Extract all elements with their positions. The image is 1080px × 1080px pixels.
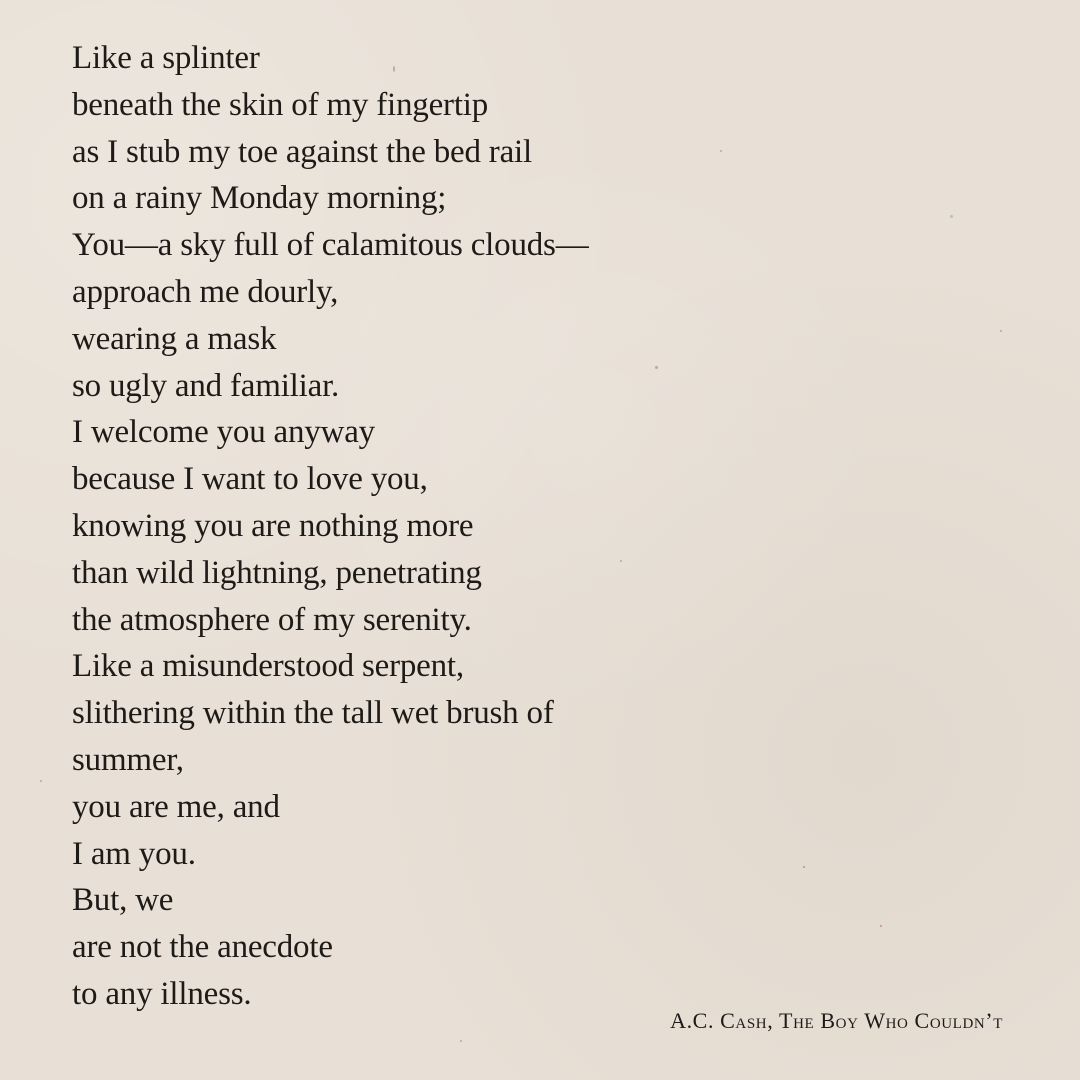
poem-line: to any illness. [72, 975, 252, 1012]
paper-speck [880, 925, 882, 927]
poem-line: I welcome you anyway [72, 414, 375, 451]
poem-line: Like a splinter [72, 40, 260, 76]
poem-line: But, we [72, 882, 174, 919]
paper-speck [950, 215, 953, 218]
paper-speck [40, 780, 42, 782]
paper-speck [803, 866, 805, 868]
paper-speck [1000, 330, 1002, 332]
paper-speck [655, 366, 658, 369]
poem-line: wearing a mask [72, 320, 277, 357]
poem-line: than wild lightning, penetrating [72, 554, 482, 591]
poem-line: because I want to love you, [72, 461, 428, 498]
poem-line: slithering within the tall wet brush of [72, 695, 554, 732]
poem-line: beneath the skin of my fingertip [72, 86, 489, 123]
paper-speck [620, 560, 622, 562]
poem-line: you are me, and [72, 788, 280, 825]
poem-line: on a rainy Monday morning; [72, 180, 447, 217]
poem-line: are not the anecdote [72, 929, 333, 966]
poem-line: the atmosphere of my serenity. [72, 601, 472, 638]
poem-line: summer, [72, 741, 184, 778]
poem [72, 35, 589, 1018]
poem-line: as I stub my toe against the bed rail [72, 133, 532, 170]
poem-line: Like a misunderstood serpent, [72, 648, 464, 685]
poem-line: I am you. [72, 835, 196, 872]
poem-line: so ugly and familiar. [72, 367, 340, 404]
poem-line: You—a sky full of calamitous clouds— [72, 227, 589, 264]
attribution: A.C. Cash, The Boy Who Couldn’t [670, 1008, 1003, 1033]
poem-line: knowing you are nothing more [72, 507, 474, 544]
poem-line: approach me dourly, [72, 273, 339, 310]
paper-speck [720, 150, 722, 152]
paper-speck [460, 1040, 462, 1042]
